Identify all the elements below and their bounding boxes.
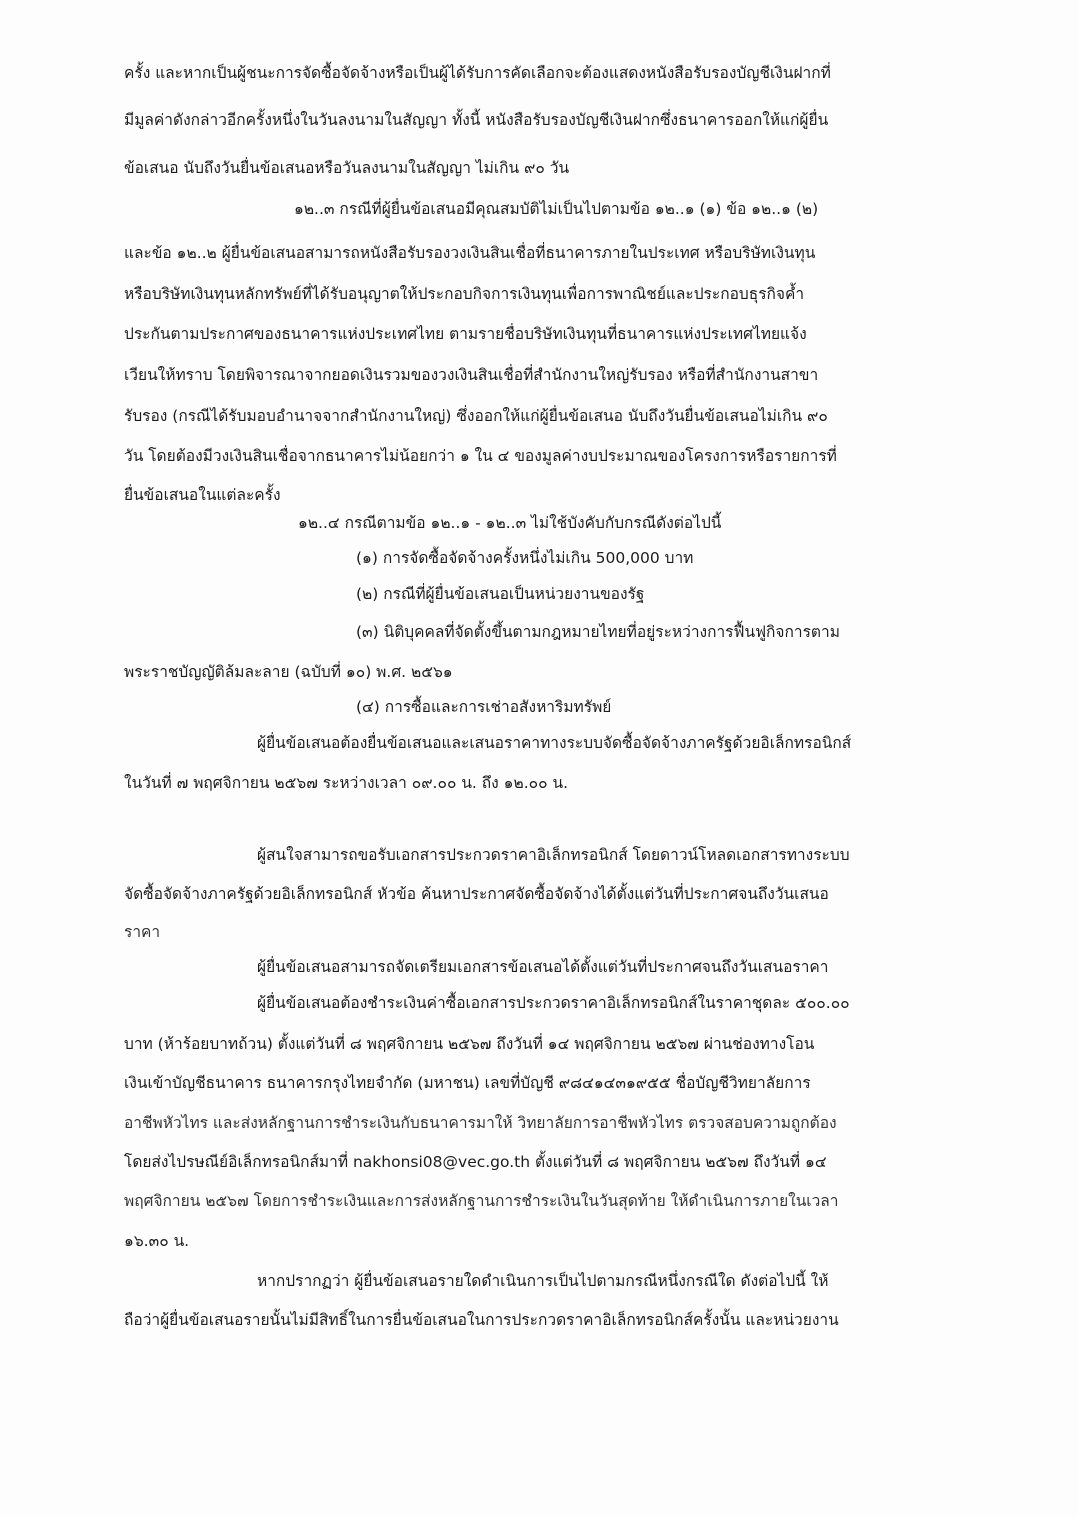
text-line: ข้อเสนอ นับถึงวันยื่นข้อเสนอหรือวันลงนามในสัญญา ไม่เกิน ๙๐ วัน [124, 159, 570, 177]
text-line: ราคา [124, 923, 161, 941]
text-line: ประกันตามประกาศของธนาคารแห่งประเทศไทย ตามรายชื่อบริษัทเงินทุนที่ธนาคารแห่งประเทศไทยแจ้ง [124, 325, 807, 343]
list-item: (๑) การจัดซื้อจัดจ้างครั้งหนึ่งไม่เกิน 500,000 บาท [356, 549, 694, 567]
list-item: (๔) การซื้อและการเช่าอสังหาริมทรัพย์ [356, 698, 612, 716]
text-line: โดยส่งไปรษณีย์อิเล็กทรอนิกส์มาที่ nakhonsi08@vec.go.th ตั้งแต่วันที่ ๘ พฤศจิกายน ๒๕๖๗ ถึงวันที่ ๑๔ [124, 1153, 827, 1171]
text-line: ผู้สนใจสามารถขอรับเอกสารประกวดราคาอิเล็กทรอนิกส์ โดยดาวน์โหลดเอกสารทางระบบ [257, 846, 850, 864]
text-line: วัน โดยต้องมีวงเงินสินเชื่อจากธนาคารไม่น้อยกว่า ๑ ใน ๔ ของมูลค่างบประมาณของโครงการหรือรายการที่ [124, 447, 837, 465]
text-line: อาชีพหัวไทร และส่งหลักฐานการชำระเงินกับธนาคารมาให้ วิทยาลัยการอาชีพหัวไทร ตรวจสอบความถูกต้อง [124, 1114, 837, 1132]
text-line: เงินเข้าบัญชีธนาคาร ธนาคารกรุงไทยจำกัด (มหาชน) เลขที่บัญชี ๙๘๔๑๔๓๑๙๕๕ ชื่อบัญชีวิทยาลัยการ [124, 1074, 811, 1092]
clause-12-3-heading: ๑๒..๓ กรณีที่ผู้ยื่นข้อเสนอมีคุณสมบัติไม่เป็นไปตามข้อ ๑๒..๑ (๑) ข้อ ๑๒..๑ (๒) [294, 200, 819, 218]
text-line: ผู้ยื่นข้อเสนอสามารถจัดเตรียมเอกสารข้อเสนอได้ตั้งแต่วันที่ประกาศจนถึงวันเสนอราคา [257, 958, 829, 976]
list-item: (๓) นิติบุคคลที่จัดตั้งขึ้นตามกฎหมายไทยที่อยู่ระหว่างการฟื้นฟูกิจการตาม [356, 623, 840, 641]
text-line: ยื่นข้อเสนอในแต่ละครั้ง [124, 486, 281, 504]
text-line: ครั้ง และหากเป็นผู้ชนะการจัดซื้อจัดจ้างหรือเป็นผู้ได้รับการคัดเลือกจะต้องแสดงหนังสือรับรองบัญชีเงินฝากที่ [124, 64, 831, 82]
text-line: และข้อ ๑๒..๒ ผู้ยื่นข้อเสนอสามารถหนังสือรับรองวงเงินสินเชื่อที่ธนาคารภายในประเทศ หรือบริษัทเงินทุน [124, 244, 816, 262]
text-line: ในวันที่ ๗ พฤศจิกายน ๒๕๖๗ ระหว่างเวลา ๐๙.๐๐ น. ถึง ๑๒.๐๐ น. [124, 774, 569, 792]
text-line: พฤศจิกายน ๒๕๖๗ โดยการชำระเงินและการส่งหลักฐานการชำระเงินในวันสุดท้าย ให้ดำเนินการภายในเวลา [124, 1192, 839, 1210]
text-line: เวียนให้ทราบ โดยพิจารณาจากยอดเงินรวมของวงเงินสินเชื่อที่สำนักงานใหญ่รับรอง หรือที่สำนักงานสาขา [124, 366, 819, 384]
text-line: จัดซื้อจัดจ้างภาครัฐด้วยอิเล็กทรอนิกส์ หัวข้อ ค้นหาประกาศจัดซื้อจัดจ้างได้ตั้งแต่วันที่ประกาศจนถึงวันเสนอ [124, 885, 829, 903]
text-line: หรือบริษัทเงินทุนหลักทรัพย์ที่ได้รับอนุญาตให้ประกอบกิจการเงินทุนเพื่อการพาณิชย์และประกอบธุรกิจค้ำ [124, 285, 805, 303]
clause-12-4-heading: ๑๒..๔ กรณีตามข้อ ๑๒..๑ - ๑๒..๓ ไม่ใช้บังคับกับกรณีดังต่อไปนี้ [298, 514, 722, 532]
text-line: บาท (ห้าร้อยบาทถ้วน) ตั้งแต่วันที่ ๘ พฤศจิกายน ๒๕๖๗ ถึงวันที่ ๑๔ พฤศจิกายน ๒๕๖๗ ผ่านช่องทางโอน [124, 1035, 815, 1053]
text-line: มีมูลค่าดังกล่าวอีกครั้งหนึ่งในวันลงนามในสัญญา ทั้งนี้ หนังสือรับรองบัญชีเงินฝากซึ่งธนาคารออกให้แก่ผู้ยื่น [124, 111, 829, 129]
list-item: (๒) กรณีที่ผู้ยื่นข้อเสนอเป็นหน่วยงานของรัฐ [356, 585, 645, 603]
text-line: รับรอง (กรณีได้รับมอบอำนาจจากสำนักงานใหญ่) ซึ่งออกให้แก่ผู้ยื่นข้อเสนอ นับถึงวันยื่นข้อเสนอไม่เกิน ๙๐ [124, 407, 828, 425]
text-line: หากปรากฏว่า ผู้ยื่นข้อเสนอรายใดดำเนินการเป็นไปตามกรณีหนึ่งกรณีใด ดังต่อไปนี้ ให้ [257, 1272, 829, 1290]
text-line: ผู้ยื่นข้อเสนอต้องยื่นข้อเสนอและเสนอราคาทางระบบจัดซื้อจัดจ้างภาครัฐด้วยอิเล็กทรอนิกส์ [257, 734, 852, 752]
text-line: ถือว่าผู้ยื่นข้อเสนอรายนั้นไม่มีสิทธิ์ในการยื่นข้อเสนอในการประกวดราคาอิเล็กทรอนิกส์ครั้งนั้น และหน่วยงาน [124, 1311, 839, 1329]
list-item-continuation: พระราชบัญญัติล้มละลาย (ฉบับที่ ๑๐) พ.ศ. ๒๕๖๑ [124, 663, 453, 681]
text-line: ๑๖.๓๐ น. [124, 1232, 190, 1250]
text-line: ผู้ยื่นข้อเสนอต้องชำระเงินค่าซื้อเอกสารประกวดราคาอิเล็กทรอนิกส์ในราคาชุดละ ๕๐๐.๐๐ [257, 994, 850, 1012]
